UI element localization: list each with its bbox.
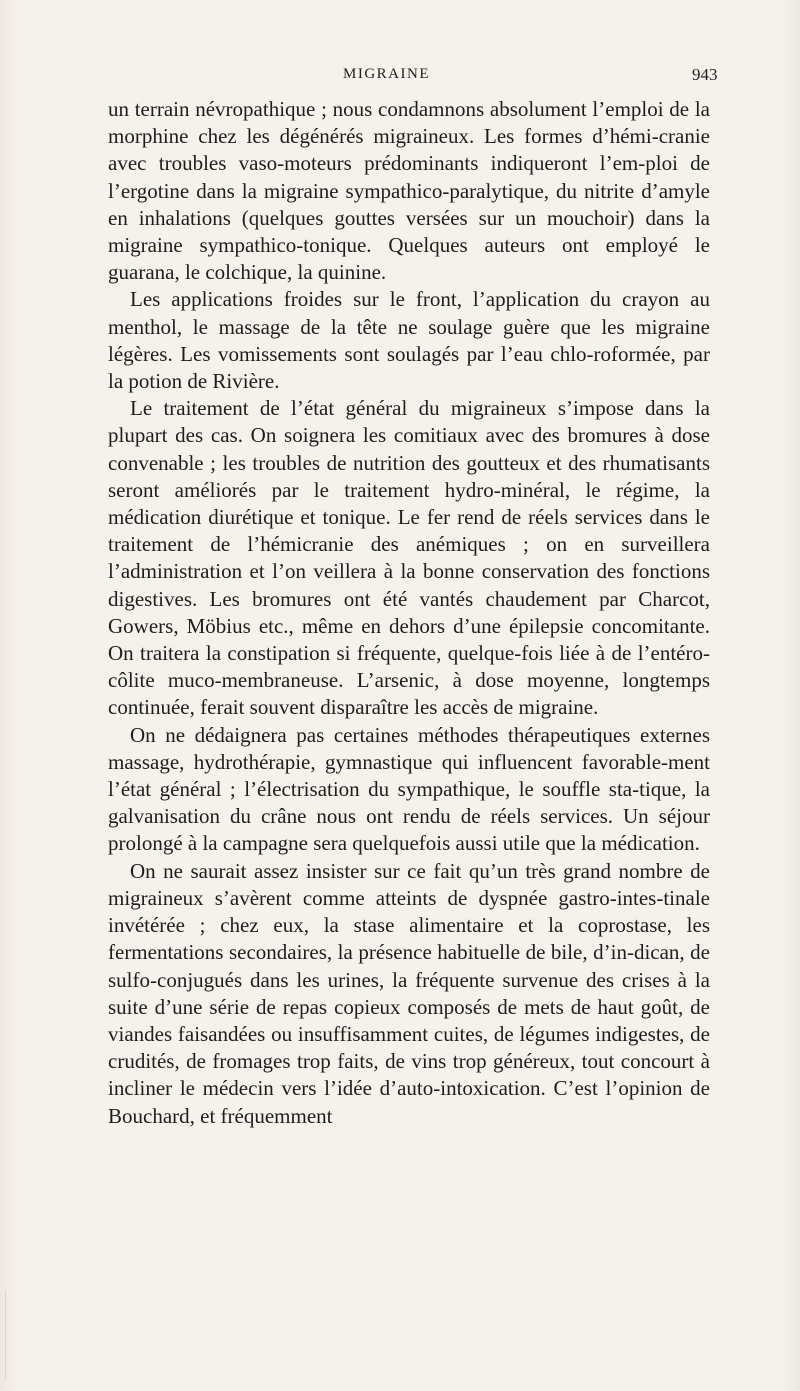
page-number: 943 <box>692 65 718 84</box>
running-title: MIGRAINE <box>343 66 430 82</box>
paragraph-2: Les applications froides sur le front, l’application du crayon au menthol, le massage de la tête ne soulage guère que les migraine légères. Les vomissements sont soulagés par l’eau chlo-roformée, par la potion de Rivière. <box>108 287 710 394</box>
paragraph-1: un terrain névropathique ; nous condamnons absolument l’emploi de la morphine chez les dégénérés migraineux. Les formes d’hémi-cranie avec troubles vaso-moteurs prédominants indiqueront l’em-ploi de l’ergotine dans la migraine sympathico-paralytique, du nitrite d’amyle en inhalations (quelques gouttes versées sur un mouchoir) dans la migraine sympathico-tonique. Quelques auteurs ont employé le guarana, le colchique, la quinine. <box>108 97 710 285</box>
scan-edge-mark <box>5 1290 14 1380</box>
paragraph-4: On ne dédaignera pas certaines méthodes thérapeutiques externes massage, hydrothérapie, gymnastique qui influencent favorable-ment l’état général ; l’électrisation du sympathique, le souffle sta-tique, la galvanisation du crâne nous ont rendu de réels services. Un séjour prolongé à la campagne sera quelquefois aussi utile que la médication. <box>108 722 710 856</box>
running-header <box>0 66 800 90</box>
paragraph-5: On ne saurait assez insister sur ce fait qu’un très grand nombre de migraineux s’avèrent comme atteints de dyspnée gastro-intes-tinale invétérée ; chez eux, la stase alimentaire et la coprostase, les fermentations secondaires, la présence habituelle de bile, d’in-dican, de sulfo-conjugués dans les urines, la fréquente survenue des crises à la suite d’une série de repas copieux composés de mets de haut goût, de viandes faisandées ou insuffisamment cuites, de légumes indigestes, de crudités, de fromages trop faits, de vins trop généreux, tout concourt à incliner le médecin vers l’idée d’auto-intoxication. C’est l’opinion de Bouchard, et fréquemment <box>108 858 710 1128</box>
paragraph-3: Le traitement de l’état général du migraineux s’impose dans la plupart des cas. On soignera les comitiaux avec des bromures à dose convenable ; les troubles de nutrition des goutteux et des rhumatisants seront améliorés par le traitement hydro-minéral, le régime, la médication diurétique et tonique. Le fer rend de réels services dans le traitement de l’hémicranie des anémiques ; on en surveillera l’administration et l’on veillera à la bonne conservation des fonctions digestives. Les bromures ont été vantés chaudement par Charcot, Gowers, Möbius etc., même en dehors d’une épilepsie concomitante. On traitera la constipation si fréquente, quelque-fois liée à de l’entéro-côlite muco-membraneuse. L’arsenic, à dose moyenne, longtemps continuée, ferait souvent disparaître les accès de migraine. <box>108 396 710 720</box>
page-body <box>108 96 710 1130</box>
